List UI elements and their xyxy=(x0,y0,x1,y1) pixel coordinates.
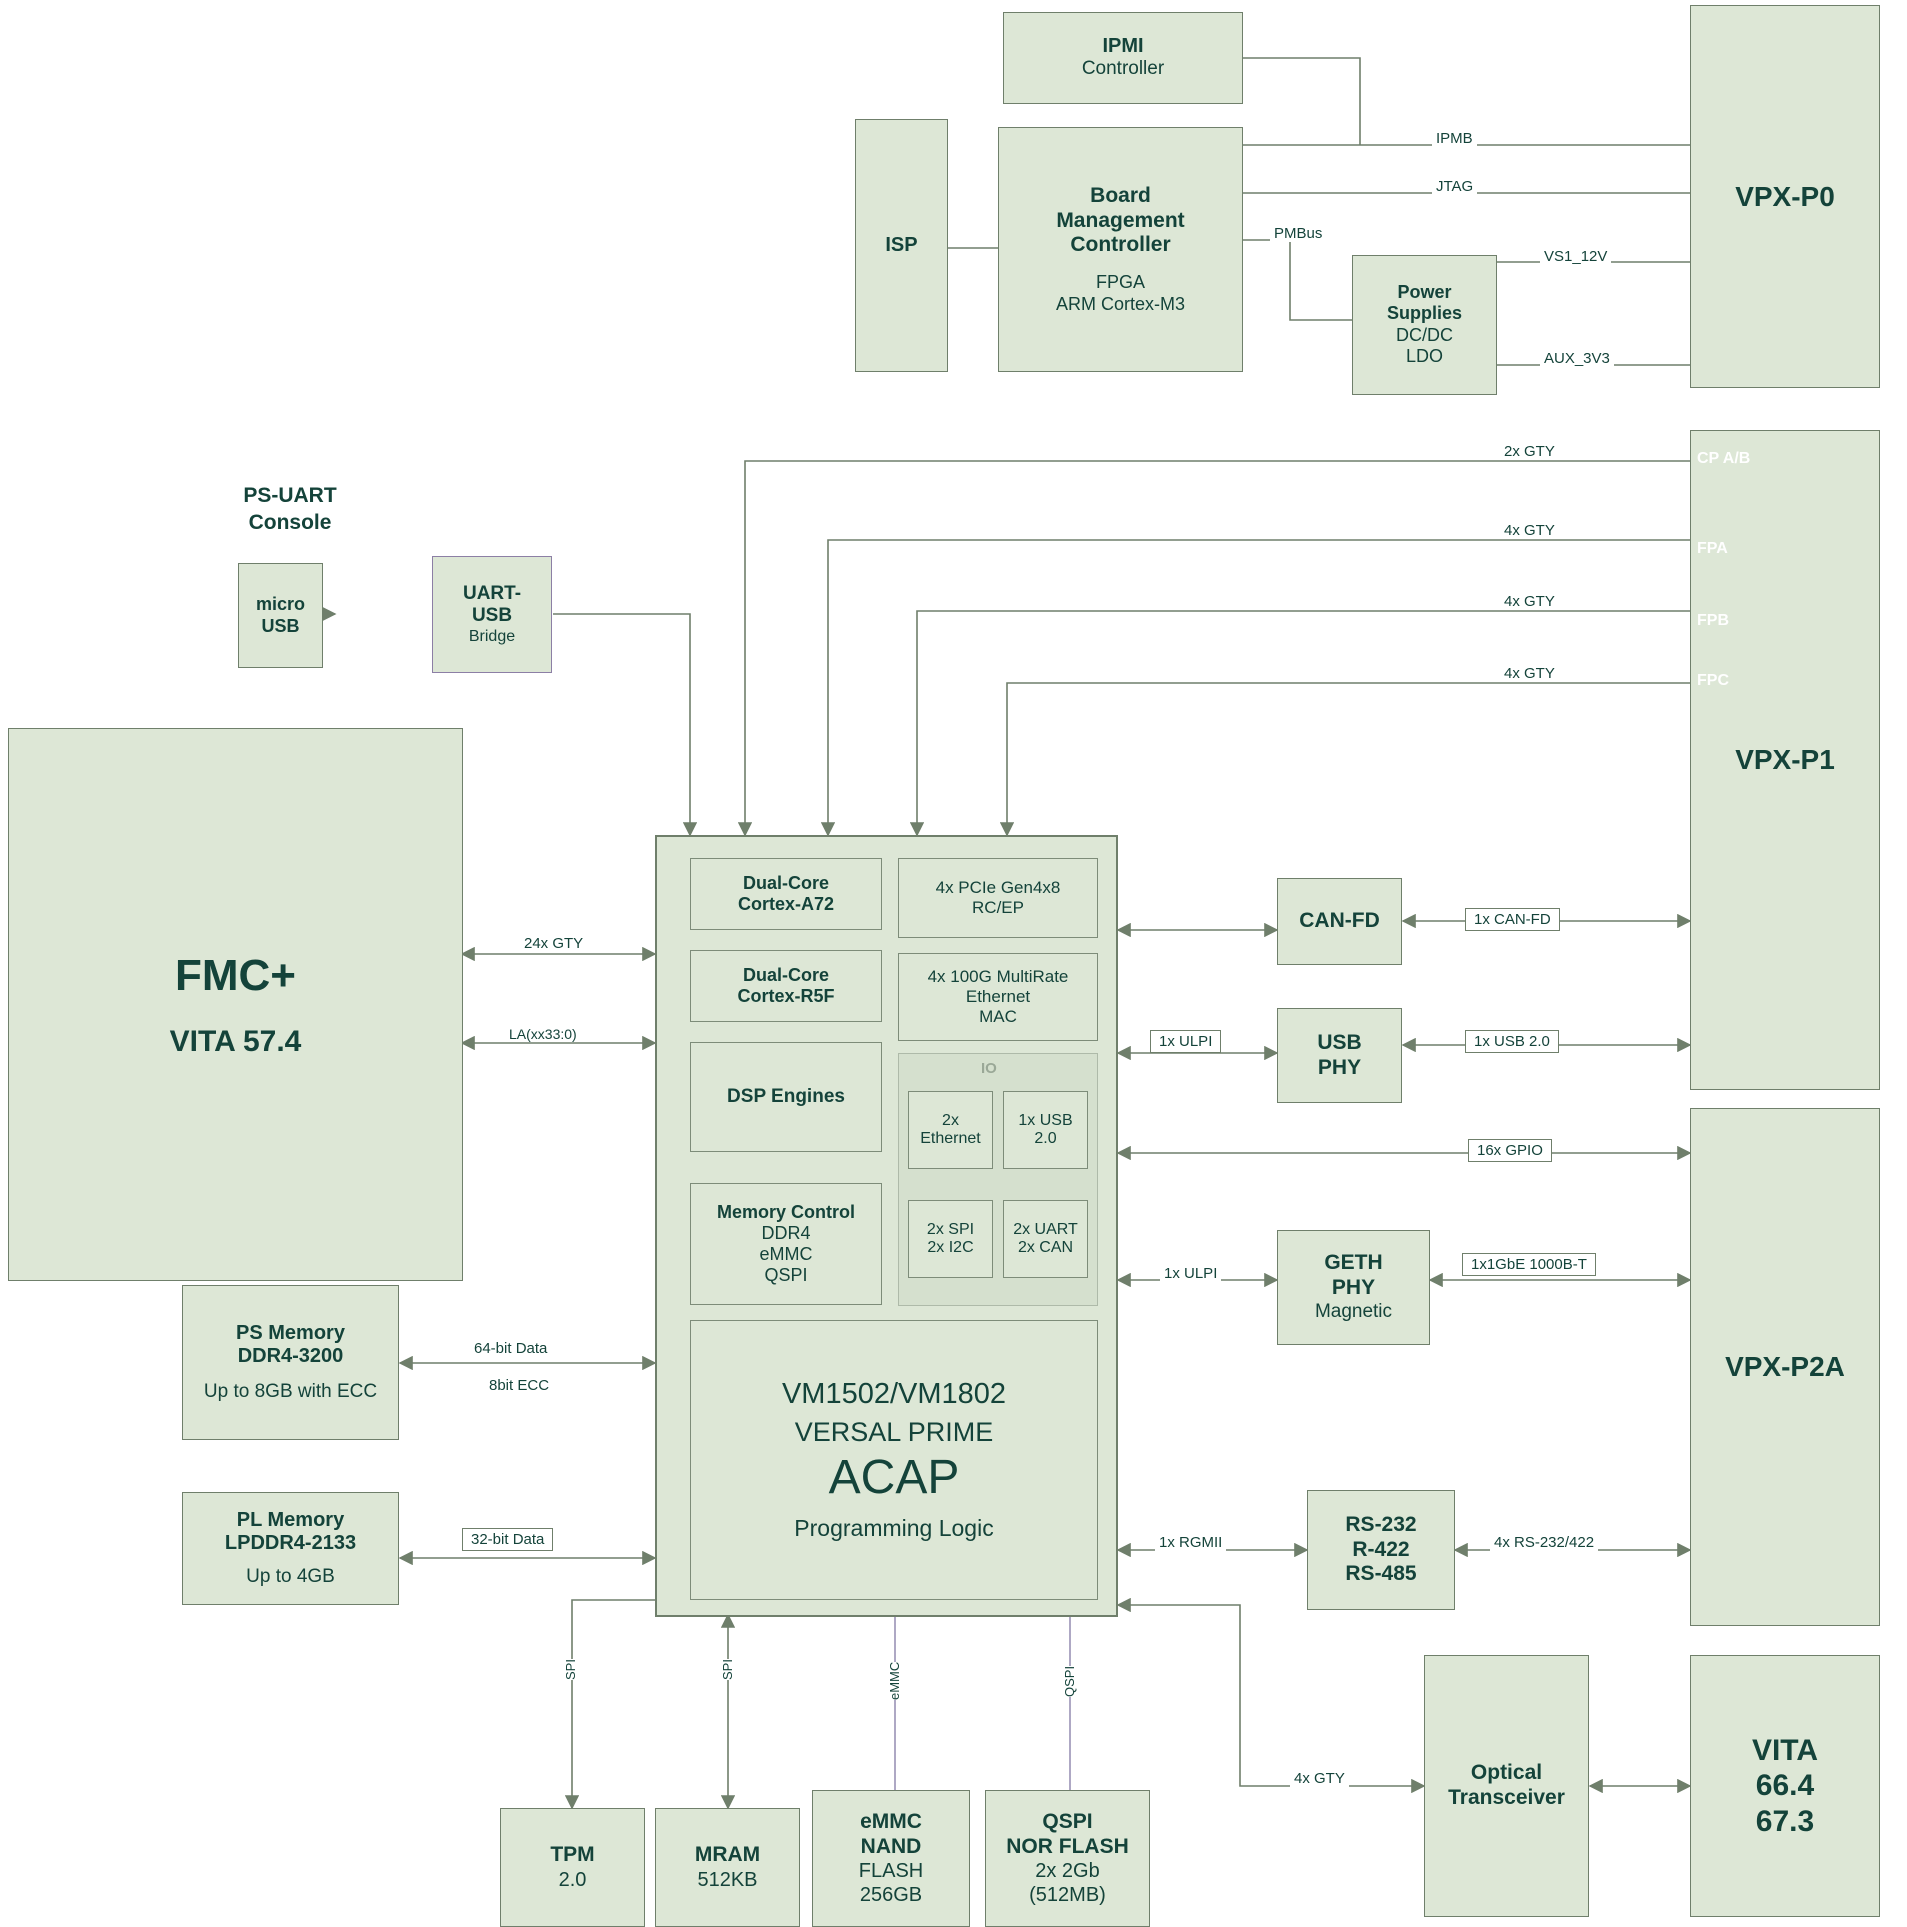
block-geth-phy[interactable]: GETH PHY Magnetic xyxy=(1277,1230,1430,1345)
block-uart-usb-bridge[interactable]: UART- USB Bridge xyxy=(432,556,552,673)
connector-label-fpc: FPC xyxy=(1697,672,1729,689)
label-1gbe: 1x1GbE 1000B-T xyxy=(1462,1253,1596,1276)
title-ps-uart-console: PS-UART Console xyxy=(243,484,337,535)
label-pmbus: PMBus xyxy=(1270,225,1326,242)
acap-io-title: IO xyxy=(981,1060,997,1077)
connector-label-fpa: FPA xyxy=(1697,540,1728,557)
block-ps-memory[interactable]: PS Memory DDR4-3200 Up to 8GB with ECC xyxy=(182,1285,399,1440)
connector-label-cpab: CP A/B xyxy=(1697,450,1751,467)
block-serial-transceiver[interactable]: RS-232 R-422 RS-485 xyxy=(1307,1490,1455,1610)
block-usb-phy[interactable]: USB PHY xyxy=(1277,1008,1402,1103)
block-vpx-p2a[interactable]: VPX-P2A xyxy=(1690,1108,1880,1626)
label-4x-gty-optical: 4x GTY xyxy=(1290,1770,1349,1787)
block-isp[interactable]: ISP xyxy=(855,119,948,372)
block-ipmi-controller[interactable]: IPMI Controller xyxy=(1003,12,1243,104)
label-vs1-12v: VS1_12V xyxy=(1540,248,1611,265)
label-ipmb: IPMB xyxy=(1432,130,1477,147)
label-1x-usb-20: 1x USB 2.0 xyxy=(1465,1030,1559,1053)
acap-io-ethernet[interactable]: 2x Ethernet xyxy=(908,1091,993,1169)
label-aux-3v3: AUX_3V3 xyxy=(1540,350,1614,367)
label-gty-4x-b: 4x GTY xyxy=(1500,593,1559,610)
connector-label-fpb: FPB xyxy=(1697,612,1729,629)
label-4x-serial-com: 1x RGMII xyxy=(1155,1534,1226,1551)
block-qspi-nor-flash[interactable]: QSPI NOR FLASH 2x 2Gb (512MB) xyxy=(985,1790,1150,1927)
acap-io-uart-can[interactable]: 2x UART 2x CAN xyxy=(1003,1200,1088,1278)
label-qspi-line: QSPI xyxy=(1062,1665,1077,1697)
label-64bit-data: 64-bit Data xyxy=(470,1340,551,1357)
label-1x-ulpi: 1x ULPI xyxy=(1150,1030,1221,1053)
label-spi-2: SPI xyxy=(720,1659,735,1680)
acap-pcie[interactable]: 4x PCIe Gen4x8 RC/EP xyxy=(898,858,1098,938)
label-24x-gty: 24x GTY xyxy=(520,935,587,952)
acap-cortex-a72[interactable]: Dual-Core Cortex-A72 xyxy=(690,858,882,930)
label-spi-1: SPI xyxy=(563,1659,578,1680)
label-gty-4x-c: 4x GTY xyxy=(1500,665,1559,682)
label-la-lines: LA(xx33:0) xyxy=(505,1026,581,1042)
label-4x-rs232-422: 4x RS-232/422 xyxy=(1490,1534,1598,1551)
acap-ethernet-mac[interactable]: 4x 100G MultiRate Ethernet MAC xyxy=(898,953,1098,1041)
block-fmc-plus[interactable]: FMC+ VITA 57.4 xyxy=(8,728,463,1281)
label-8bit-ecc: 8bit ECC xyxy=(485,1377,553,1394)
block-micro-usb[interactable]: micro USB xyxy=(238,563,323,668)
block-pl-memory[interactable]: PL Memory LPDDR4-2133 Up to 4GB xyxy=(182,1492,399,1605)
label-gty-4x-a: 4x GTY xyxy=(1500,522,1559,539)
block-vita-66-67[interactable]: VITA 66.4 67.3 xyxy=(1690,1655,1880,1917)
label-jtag: JTAG xyxy=(1432,178,1477,195)
block-vpx-p1[interactable]: VPX-P1 xyxy=(1690,430,1880,1090)
block-mram[interactable]: MRAM 512KB xyxy=(655,1808,800,1927)
label-emmc-line: eMMC xyxy=(887,1661,902,1700)
block-emmc-nand[interactable]: eMMC NAND FLASH 256GB xyxy=(812,1790,970,1927)
acap-memory-control[interactable]: Memory Control DDR4 eMMC QSPI xyxy=(690,1183,882,1305)
acap-io-spi-i2c[interactable]: 2x SPI 2x I2C xyxy=(908,1200,993,1278)
block-power-supplies[interactable]: Power Supplies DC/DC LDO xyxy=(1352,255,1497,395)
block-board-management-controller[interactable]: Board Management Controller FPGA ARM Cortex-M3 xyxy=(998,127,1243,372)
label-1x-rgmii: 1x ULPI xyxy=(1160,1265,1221,1282)
block-optical-transceiver[interactable]: Optical Transceiver xyxy=(1424,1655,1589,1917)
label-gty-2x: 2x GTY xyxy=(1500,443,1559,460)
label-32bit-data: 32-bit Data xyxy=(462,1528,553,1551)
block-vpx-p0[interactable]: VPX-P0 xyxy=(1690,5,1880,388)
block-tpm[interactable]: TPM 2.0 xyxy=(500,1808,645,1927)
label-16x-gpio: 16x GPIO xyxy=(1468,1139,1552,1162)
label-1x-can-fd: 1x CAN-FD xyxy=(1465,908,1560,931)
acap-io-usb[interactable]: 1x USB 2.0 xyxy=(1003,1091,1088,1169)
acap-main-fabric[interactable]: VM1502/VM1802 VERSAL PRIME ACAP Programming Logic xyxy=(690,1320,1098,1600)
block-can-fd[interactable]: CAN-FD xyxy=(1277,878,1402,965)
acap-cortex-r5f[interactable]: Dual-Core Cortex-R5F xyxy=(690,950,882,1022)
acap-dsp-engines[interactable]: DSP Engines xyxy=(690,1042,882,1152)
